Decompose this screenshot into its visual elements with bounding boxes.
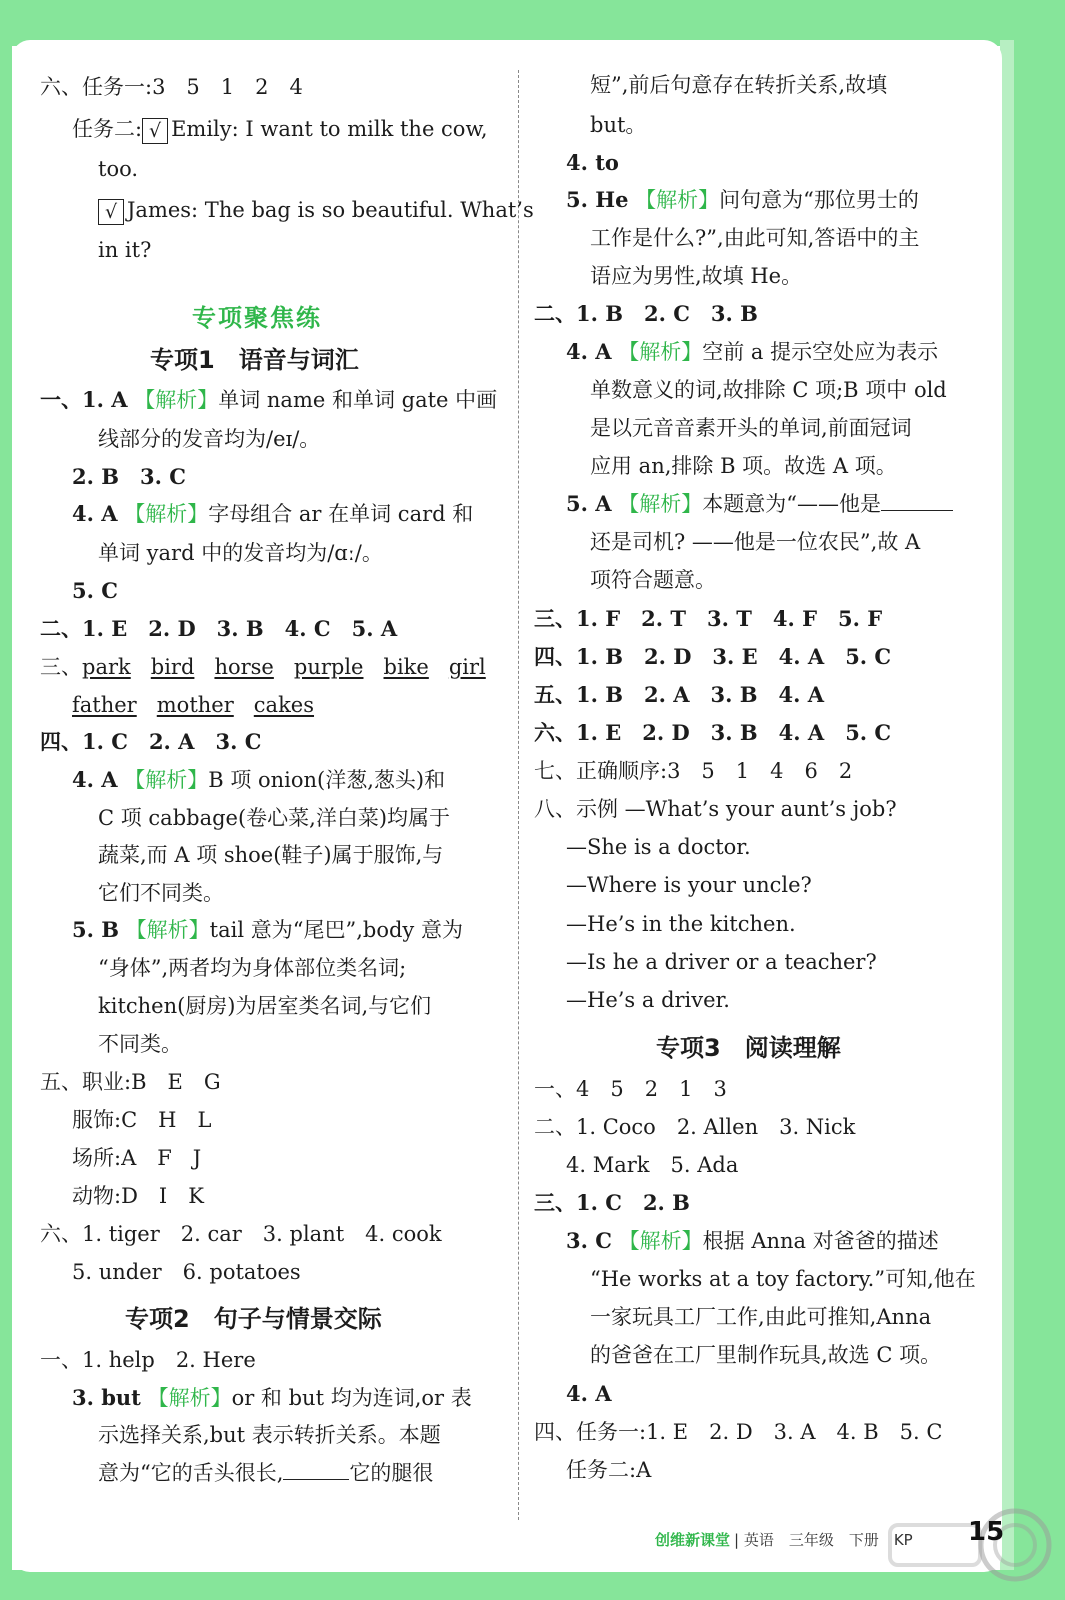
answer-line: 4. Mark 5. Ada (566, 1153, 739, 1177)
answer-line: 蔬菜,而 A 项 shoe(鞋子)属于服饰,与 (98, 843, 444, 867)
answer-line (98, 1458, 433, 1488)
answer-num: 一、1. A (40, 387, 128, 412)
answer-line: 还是司机? ——他是一位农民”,故 A (590, 530, 921, 554)
answer-line: 五、1. B 2. A 3. B 4. A (534, 682, 825, 707)
answer-num: 4. A (566, 339, 612, 364)
answer-line: 二、1. Coco 2. Allen 3. Nick (534, 1115, 856, 1139)
answer-line: 的爸爸在工厂里制作玩具,故选 C 项。 (590, 1343, 942, 1367)
answer-num: 4. A (72, 767, 118, 792)
answer-text: 空前 a 提示空处应为表示 (702, 340, 939, 364)
answer-label: 任务二: (72, 117, 143, 141)
analysis-tag: 【解析】 (124, 768, 209, 792)
answer-line: 二、1. B 2. C 3. B (534, 301, 758, 326)
answer-line: “He works at a toy factory.”可知,他在 (590, 1267, 976, 1291)
answer-line (566, 185, 919, 215)
answer-label: 三、 (40, 655, 82, 679)
fill-blank (283, 1461, 349, 1480)
answer-line: 是以元音音素开头的单词,前面冠词 (590, 416, 912, 440)
book-info: | 英语 三年级 下册 KP (734, 1531, 913, 1549)
answer-line: 四、任务一:1. E 2. D 3. A 4. B 5. C (534, 1420, 943, 1444)
answer-line: 动物:D I K (72, 1184, 204, 1208)
page-number: 15 (968, 1517, 1005, 1547)
answer-line (72, 499, 473, 529)
subsection-title: 专项2 句子与情景交际 (125, 1305, 382, 1333)
answer-line: 六、1. tiger 2. car 3. plant 4. cook (40, 1222, 442, 1246)
answer-line: 单数意义的词,故排除 C 项;B 项中 old (590, 378, 947, 402)
answer-line: 不同类。 (98, 1032, 182, 1056)
answer-line: 工作是什么?”,由此可知,答语中的主 (590, 226, 920, 250)
answer-num: 4. A (72, 501, 118, 526)
answer-line: 四、1. C 2. A 3. C (40, 729, 262, 754)
answer-line: but。 (590, 113, 647, 137)
answer-text: 字母组合 ar 在单词 card 和 (208, 502, 474, 526)
answer-line: 场所:A F J (72, 1146, 202, 1170)
answer-line: 5. C (72, 578, 118, 603)
answer-line: C 项 cabbage(卷心菜,洋白菜)均属于 (98, 806, 451, 830)
answer-line (98, 195, 534, 225)
answer-num: 3. but (72, 1385, 141, 1410)
answer-text: or 和 but 均为连词,or 表 (231, 1386, 472, 1410)
answer-line: 一、1. help 2. Here (40, 1348, 256, 1372)
answer-line: 服饰:C H L (72, 1108, 212, 1132)
answer-line: 一家玩具工厂工作,由此可推知,Anna (590, 1305, 932, 1329)
brand-label: 创维新课堂 (655, 1531, 731, 1549)
analysis-tag: 【解析】 (147, 1386, 232, 1410)
answer-text: 意为“它的舌头很长, (98, 1461, 284, 1485)
answer-line (40, 652, 486, 682)
left-border (0, 0, 12, 1600)
analysis-tag: 【解析】 (618, 492, 703, 516)
answer-text: Emily: I want to milk the cow, (171, 117, 488, 141)
answer-line: —He’s a driver. (566, 988, 730, 1012)
answer-line: —Where is your uncle? (566, 873, 812, 897)
right-border-inner (1000, 40, 1014, 1570)
check-box-icon: √ (142, 118, 168, 144)
word: mother (156, 693, 234, 717)
answer-line: 4. to (566, 150, 619, 175)
word: bike (383, 655, 429, 679)
answer-text: 根据 Anna 对爸爸的描述 (702, 1229, 939, 1253)
answer-line: 六、1. E 2. D 3. B 4. A 5. C (534, 720, 892, 745)
word: father (72, 693, 137, 717)
word: park (82, 655, 131, 679)
answer-line: 六、任务一:3 5 1 2 4 (40, 75, 303, 99)
answer-line: 示选择关系,but 表示转折关系。本题 (98, 1423, 441, 1447)
answer-line: 项符合题意。 (590, 568, 716, 592)
word: cakes (253, 693, 315, 717)
answer-line (72, 690, 314, 720)
answer-line (72, 114, 488, 144)
answer-line (72, 765, 445, 795)
answer-line: —Is he a driver or a teacher? (566, 950, 877, 974)
subsection-title: 专项3 阅读理解 (656, 1034, 841, 1062)
analysis-tag: 【解析】 (635, 188, 720, 212)
answer-line: —She is a doctor. (566, 835, 751, 859)
answer-line (72, 915, 463, 945)
answer-text: tail 意为“尾巴”,body 意为 (209, 918, 463, 942)
answer-line: 三、1. C 2. B (534, 1190, 690, 1215)
answer-line: 它们不同类。 (98, 881, 224, 905)
subsection-title: 专项1 语音与词汇 (150, 346, 359, 374)
answer-line (566, 337, 938, 367)
answer-line: 任务二:A (566, 1458, 652, 1482)
answer-line: 应用 an,排除 B 项。故选 A 项。 (590, 454, 897, 478)
answer-num: 5. A (566, 491, 612, 516)
answer-line: kitchen(厨房)为居室类名词,与它们 (98, 994, 432, 1018)
answer-line: 八、示例 —What’s your aunt’s job? (534, 797, 897, 821)
answer-line: 三、1. F 2. T 3. T 4. F 5. F (534, 606, 883, 631)
answer-line: 二、1. E 2. D 3. B 4. C 5. A (40, 616, 398, 641)
analysis-tag: 【解析】 (618, 340, 703, 364)
answer-text: 单词 name 和单词 gate 中画 (218, 388, 498, 412)
answer-line (566, 1226, 939, 1256)
answer-line: 4. A (566, 1381, 612, 1406)
answer-line: 五、职业:B E G (40, 1070, 221, 1094)
check-box-icon: √ (98, 199, 124, 225)
answer-line (72, 1383, 472, 1413)
answer-line: —He’s in the kitchen. (566, 912, 796, 936)
answer-text: 本题意为“——他是 (702, 492, 881, 516)
answer-line: 四、1. B 2. D 3. E 4. A 5. C (534, 644, 892, 669)
answer-line: 单词 yard 中的发音均为/ɑː/。 (98, 541, 383, 565)
word: horse (214, 655, 274, 679)
answer-text: B 项 onion(洋葱,葱头)和 (208, 768, 446, 792)
word: bird (150, 655, 195, 679)
answer-num: 5. He (566, 187, 629, 212)
answer-num: 3. C (566, 1228, 612, 1253)
answer-text: 它的腿很 (349, 1461, 434, 1485)
answer-line: 短”,前后句意存在转折关系,故填 (590, 73, 888, 97)
fill-blank (881, 492, 953, 511)
answer-line: 语应为男性,故填 He。 (590, 264, 803, 288)
section-title: 专项聚焦练 (192, 304, 322, 332)
answer-line: 一、4 5 2 1 3 (534, 1077, 727, 1101)
analysis-tag: 【解析】 (124, 502, 209, 526)
analysis-tag: 【解析】 (134, 388, 219, 412)
answer-line: 5. under 6. potatoes (72, 1260, 301, 1284)
answer-num: 5. B (72, 917, 119, 942)
analysis-tag: 【解析】 (125, 918, 210, 942)
answer-line: “身体”,两者均为身体部位类名词; (98, 956, 407, 980)
column-divider (518, 70, 519, 1520)
answer-text: James: The bag is so beautiful. What’s (127, 198, 534, 222)
answer-line: too. (98, 157, 139, 181)
answer-line (40, 385, 497, 415)
answer-line: 七、正确顺序:3 5 1 4 6 2 (534, 759, 853, 783)
right-border (1010, 0, 1065, 1600)
page-footer (655, 1529, 913, 1550)
analysis-tag: 【解析】 (618, 1229, 703, 1253)
word: girl (448, 655, 486, 679)
word: purple (293, 655, 364, 679)
answer-text: 问句意为“那位男士的 (719, 188, 919, 212)
answer-line: in it? (98, 238, 152, 262)
answer-line: 2. B 3. C (72, 464, 186, 489)
answer-line: 线部分的发音均为/eɪ/。 (98, 427, 321, 451)
answer-line (566, 489, 953, 519)
